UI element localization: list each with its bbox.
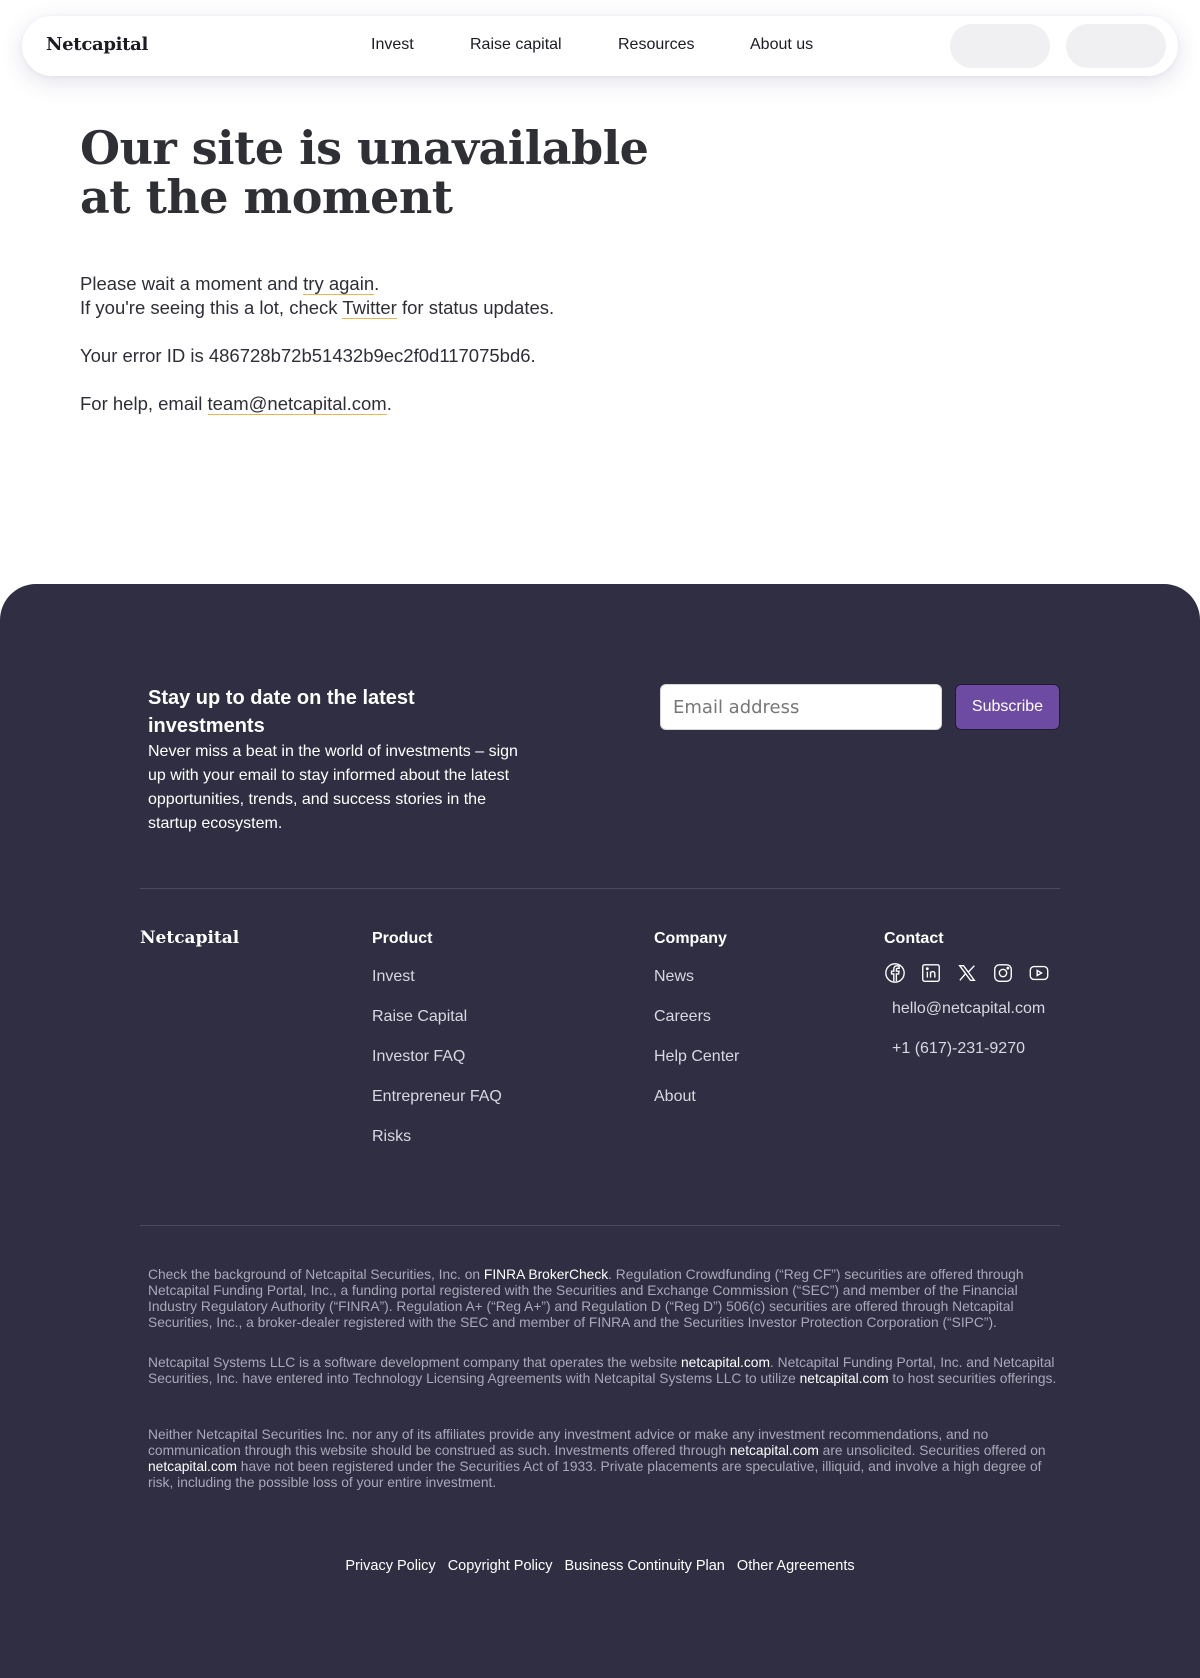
- help-email-link[interactable]: team@netcapital.com: [207, 393, 387, 414]
- footer-link-entrepreneur-faq[interactable]: Entrepreneur FAQ: [372, 1088, 502, 1105]
- netcapital-link[interactable]: netcapital.com: [729, 1443, 819, 1458]
- retry-suffix: .: [374, 273, 380, 294]
- top-navigation-bar: [22, 16, 1178, 76]
- header-button-placeholder-2[interactable]: [1066, 24, 1166, 68]
- footer-link-news[interactable]: News: [654, 968, 695, 985]
- legal-1b: . Regulation Crowdfunding (“Reg CF”) securities are offered through Netcapital Funding Portal, Inc., a funding portal registered with the Securities and Exchange Commission (“SEC”) and member of the Financial Industry Regulatory Authority (“FINRA”). Regulation A+ (“Reg A+”) and Regulation D (“Reg D”) 506(c) securities are offered through Netcapital Securities, Inc., a broker-dealer registered with the SEC and member of FINRA and the Securities Investor Protection Corporation (“SIPC”).: [148, 1267, 1024, 1330]
- legal-2c: to host securities offerings.: [888, 1371, 1057, 1386]
- contact-phone[interactable]: +1 (617)-231-9270: [892, 1040, 1025, 1057]
- retry-message: [80, 272, 379, 296]
- status-message: [80, 296, 554, 320]
- instagram-icon[interactable]: [992, 962, 1014, 984]
- netcapital-link[interactable]: netcapital.com: [148, 1459, 237, 1474]
- email-input[interactable]: [660, 684, 942, 730]
- page-title: Our site is unavailable at the moment: [80, 121, 649, 224]
- newsletter-title: Stay up to date on the latest investments: [148, 687, 415, 737]
- footer-divider-top: [140, 888, 1060, 889]
- business-continuity-plan-link[interactable]: Business Continuity Plan: [564, 1558, 725, 1574]
- brand-logo[interactable]: Netcapital: [46, 34, 149, 55]
- footer-divider-bottom: [140, 1225, 1060, 1226]
- footer-link-raise-capital[interactable]: Raise Capital: [372, 1008, 468, 1025]
- youtube-icon[interactable]: [1028, 962, 1050, 984]
- legal-3b: are unsolicited. Securities offered on: [818, 1443, 1046, 1458]
- subscribe-button[interactable]: Subscribe: [955, 684, 1060, 730]
- footer-link-careers[interactable]: Careers: [654, 1008, 711, 1025]
- retry-prefix: Please wait a moment and: [80, 273, 304, 294]
- help-prefix: For help, email: [80, 393, 208, 414]
- legal-paragraph-3: [148, 1427, 1068, 1491]
- footer-link-investor-faq[interactable]: Investor FAQ: [372, 1048, 466, 1065]
- company-column-title: Company: [654, 930, 727, 947]
- nav-raise-capital[interactable]: Raise capital: [470, 36, 562, 53]
- legal-3c: have not been registered under the Securities Act of 1933. Private placements are speculative, illiquid, and involve a high degree of risk, including the possible loss of your entire investment.: [148, 1459, 1042, 1490]
- nav-invest[interactable]: Invest: [371, 36, 414, 53]
- footer-brand-logo[interactable]: Netcapital: [140, 928, 240, 948]
- footer-link-invest[interactable]: Invest: [372, 968, 415, 985]
- legal-2b: . Netcapital Funding Portal, Inc. and Netcapital Securities, Inc. have entered into Technology Licensing Agreements with Netcapital Systems LLC to utilize: [148, 1355, 1055, 1386]
- nav-resources[interactable]: Resources: [618, 36, 695, 53]
- header-button-placeholder-1[interactable]: [950, 24, 1050, 68]
- privacy-policy-link[interactable]: Privacy Policy: [345, 1558, 436, 1574]
- legal-paragraph-1: [148, 1267, 1068, 1331]
- legal-links-bar: [0, 1558, 1200, 1574]
- newsletter-description: Never miss a beat in the world of investments – sign up with your email to stay informed about the latest opportunities, trends, and success stories in the startup ecosystem.: [148, 743, 518, 832]
- contact-column-title: Contact: [884, 930, 944, 947]
- facebook-icon[interactable]: [884, 962, 906, 984]
- legal-2a: Netcapital Systems LLC is a software development company that operates the website: [148, 1355, 681, 1370]
- footer-link-risks[interactable]: Risks: [372, 1128, 412, 1145]
- linkedin-icon[interactable]: [920, 962, 942, 984]
- other-agreements-link[interactable]: Other Agreements: [736, 1558, 855, 1574]
- product-column-title: Product: [372, 930, 433, 947]
- error-id-text: Your error ID is 486728b72b51432b9ec2f0d117075bd6.: [80, 345, 536, 366]
- status-suffix: for status updates.: [396, 297, 555, 318]
- try-again-link[interactable]: try again: [303, 273, 375, 294]
- netcapital-link[interactable]: netcapital.com: [799, 1371, 889, 1386]
- netcapital-link[interactable]: netcapital.com: [681, 1355, 770, 1370]
- footer-link-help-center[interactable]: Help Center: [654, 1048, 740, 1065]
- x-icon[interactable]: [956, 962, 978, 984]
- status-prefix: If you're seeing this a lot, check: [80, 297, 343, 318]
- legal-1a: Check the background of Netcapital Securities, Inc. on: [148, 1267, 484, 1282]
- finra-brokercheck-link[interactable]: FINRA BrokerCheck: [483, 1267, 609, 1282]
- copyright-policy-link[interactable]: Copyright Policy: [447, 1558, 553, 1574]
- help-message: [80, 392, 392, 416]
- legal-paragraph-2: [148, 1355, 1068, 1387]
- help-suffix: .: [386, 393, 392, 414]
- contact-email[interactable]: hello@netcapital.com: [892, 1000, 1046, 1017]
- footer: [0, 584, 1200, 1678]
- nav-about-us[interactable]: About us: [750, 36, 814, 53]
- footer-link-about[interactable]: About: [654, 1088, 696, 1105]
- twitter-link[interactable]: Twitter: [342, 297, 397, 318]
- legal-3a: Neither Netcapital Securities Inc. nor any of its affiliates provide any investment advice or make any investment recommendations, and no communication through this website should be construed as such. Investments offered through: [148, 1427, 989, 1458]
